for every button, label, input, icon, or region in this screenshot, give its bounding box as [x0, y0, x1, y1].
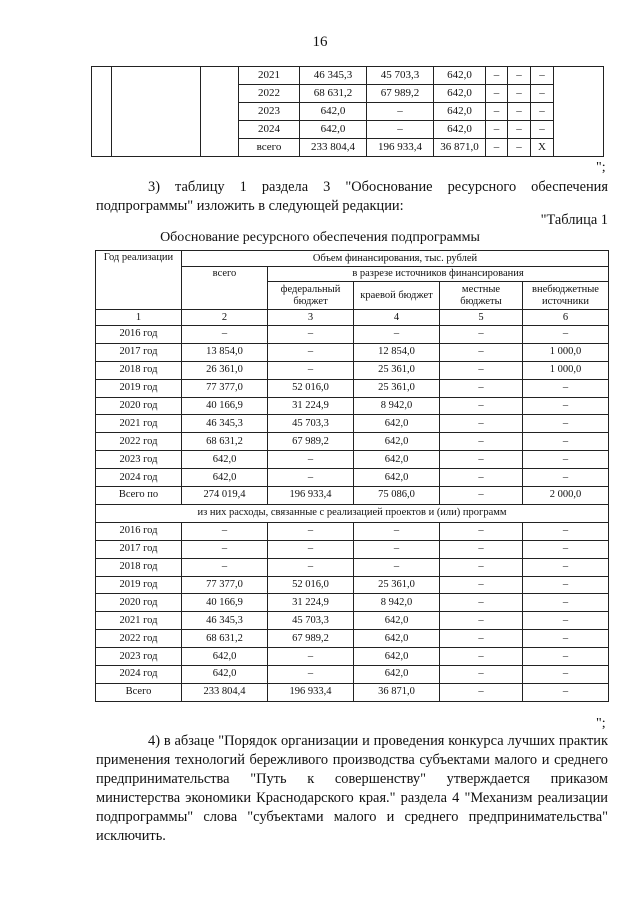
table-cell: – [523, 683, 609, 701]
table-cell: – [440, 451, 523, 469]
table-cell: 52 016,0 [268, 576, 354, 594]
header-total: всего [182, 267, 268, 310]
resource-table [95, 250, 609, 702]
table-cell: – [523, 397, 609, 415]
table-cell: – [440, 630, 523, 648]
table-cell: 36 871,0 [354, 683, 440, 701]
table-cell: – [354, 522, 440, 540]
table-cell: – [523, 540, 609, 558]
table-cell: 2016 год [96, 522, 182, 540]
table-cell: – [440, 648, 523, 666]
header-volume: Объем финансирования, тыс. рублей [182, 251, 609, 267]
table-cell: 31 224,9 [268, 397, 354, 415]
table-cell: – [354, 326, 440, 344]
table-cell: 642,0 [182, 648, 268, 666]
table-cell: 2023 год [96, 648, 182, 666]
table-cell: 25 361,0 [354, 379, 440, 397]
empty-cell [554, 67, 604, 157]
table-cell: – [268, 326, 354, 344]
table-cell: – [367, 121, 434, 139]
table-cell: Всего по [96, 487, 182, 505]
table-cell: – [182, 558, 268, 576]
table-row [96, 379, 609, 397]
table-cell: – [182, 326, 268, 344]
table-cell: – [523, 594, 609, 612]
table-cell: – [268, 451, 354, 469]
table-row [96, 666, 609, 684]
table-cell: – [440, 540, 523, 558]
table-cell: 31 224,9 [268, 594, 354, 612]
table-cell: – [440, 522, 523, 540]
table-cell: – [440, 433, 523, 451]
table-cell: – [367, 103, 434, 121]
table-cell: – [440, 666, 523, 684]
table-cell: 196 933,4 [268, 487, 354, 505]
table-cell: 75 086,0 [354, 487, 440, 505]
table-cell: 642,0 [300, 103, 367, 121]
table-cell: – [523, 648, 609, 666]
table-cell: – [531, 85, 554, 103]
table-cell: 233 804,4 [300, 139, 367, 157]
table-cell: – [440, 415, 523, 433]
table-cell: 2023 [239, 103, 300, 121]
table-cell: – [523, 630, 609, 648]
table-cell: 2017 год [96, 540, 182, 558]
table-cell: – [508, 103, 531, 121]
table-cell: – [531, 67, 554, 85]
table-cell: 2019 год [96, 379, 182, 397]
table-cell: 8 942,0 [354, 397, 440, 415]
header-extra: внебюджетные источники [523, 282, 609, 310]
table-row [96, 361, 609, 379]
table-cell: 2022 год [96, 433, 182, 451]
table-cell: – [440, 361, 523, 379]
table-row [96, 576, 609, 594]
table-row [96, 397, 609, 415]
table-title: Обоснование ресурсного обеспечения подпрограммы [160, 230, 480, 245]
table-cell: 642,0 [354, 451, 440, 469]
header-year: Год реализации [96, 251, 182, 310]
page-number: 16 [312, 34, 328, 50]
table-row [96, 558, 609, 576]
table-cell: 36 871,0 [434, 139, 486, 157]
section-label: из них расходы, связанные с реализацией проектов и (или) программ [96, 504, 609, 522]
table-cell: – [440, 683, 523, 701]
table-cell: 2023 год [96, 451, 182, 469]
table-cell: 1 000,0 [523, 343, 609, 361]
table-cell: – [523, 576, 609, 594]
table-cell: – [486, 139, 508, 157]
table-cell: – [523, 612, 609, 630]
table-row [96, 594, 609, 612]
table-cell: 40 166,9 [182, 594, 268, 612]
table-cell: 642,0 [354, 415, 440, 433]
table-cell: Всего [96, 683, 182, 701]
empty-cell [201, 67, 239, 157]
table-row [96, 540, 609, 558]
table-cell: 1 000,0 [523, 361, 609, 379]
table-cell: 642,0 [434, 103, 486, 121]
table-cell: 642,0 [354, 612, 440, 630]
table-cell: 8 942,0 [354, 594, 440, 612]
table-cell: – [523, 469, 609, 487]
table-cell: – [523, 326, 609, 344]
table-cell: – [268, 343, 354, 361]
table-cell: 2024 год [96, 666, 182, 684]
table-cell: – [268, 522, 354, 540]
table-cell: – [523, 666, 609, 684]
table-row [96, 522, 609, 540]
table-cell: – [440, 487, 523, 505]
table-cell: 45 703,3 [268, 415, 354, 433]
table-cell: 40 166,9 [182, 397, 268, 415]
table-cell: – [440, 397, 523, 415]
table-cell: 642,0 [354, 469, 440, 487]
header-by-source: в разрезе источников финансирования [268, 267, 609, 282]
table-cell: 642,0 [354, 433, 440, 451]
table-cell: 77 377,0 [182, 379, 268, 397]
table-cell: 25 361,0 [354, 361, 440, 379]
table-cell: 642,0 [354, 630, 440, 648]
table-cell: 642,0 [434, 67, 486, 85]
table-cell: 77 377,0 [182, 576, 268, 594]
table-cell: – [508, 67, 531, 85]
table-cell: – [268, 666, 354, 684]
table-cell: 67 989,2 [268, 630, 354, 648]
table-cell: – [440, 469, 523, 487]
table-cell: 233 804,4 [182, 683, 268, 701]
table-cell: 642,0 [182, 469, 268, 487]
table-cell: – [486, 85, 508, 103]
table-row [96, 451, 609, 469]
table-cell: 68 631,2 [182, 630, 268, 648]
table-cell: – [486, 121, 508, 139]
table-cell: 2021 год [96, 415, 182, 433]
table-cell: 642,0 [182, 666, 268, 684]
column-number: 1 [96, 310, 182, 326]
table-cell: 2021 [239, 67, 300, 85]
table-cell: 2018 год [96, 361, 182, 379]
table-cell: – [268, 469, 354, 487]
table-cell: всего [239, 139, 300, 157]
column-number: 3 [268, 310, 354, 326]
table-cell: 46 345,3 [182, 415, 268, 433]
table-row [96, 612, 609, 630]
table-cell: – [268, 558, 354, 576]
closing-quote: "; [596, 160, 606, 175]
table-cell: – [440, 594, 523, 612]
table-cell: – [531, 121, 554, 139]
paragraph-3: 3) таблицу 1 раздела 3 "Обоснование ресурсного обеспечения подпрограммы" изложить в следующей редакции: [96, 179, 608, 214]
empty-cell [92, 67, 112, 157]
table-cell: – [523, 379, 609, 397]
table-cell: 2020 год [96, 594, 182, 612]
table-cell: – [523, 433, 609, 451]
table-cell: 2017 год [96, 343, 182, 361]
continued-table [91, 66, 604, 157]
table-row [96, 326, 609, 344]
paragraph-4: 4) в абзаце "Порядок организации и проведения конкурса лучших практик применения технологий бережливого производства субъектами малого и среднего предпринимательства "Путь к совершенству" утверждается приказом министерства экономики Краснодарского края." раздела 4 "Механизм реализации подпрограммы" слова "субъектами малого и среднего предпринимательства" исключить. [96, 733, 608, 844]
table-cell: Х [531, 139, 554, 157]
section-row [96, 504, 609, 522]
table-cell: 46 345,3 [300, 67, 367, 85]
table-cell: – [523, 522, 609, 540]
table-cell: 2021 год [96, 612, 182, 630]
table-cell: 2 000,0 [523, 487, 609, 505]
table-cell: 13 854,0 [182, 343, 268, 361]
table-cell: 642,0 [300, 121, 367, 139]
table-cell: 196 933,4 [367, 139, 434, 157]
table-cell: 642,0 [354, 648, 440, 666]
table-cell: – [440, 576, 523, 594]
table-cell: 26 361,0 [182, 361, 268, 379]
table-row [96, 630, 609, 648]
table-row [96, 343, 609, 361]
table-cell: 52 016,0 [268, 379, 354, 397]
column-numbers-row [96, 310, 609, 326]
table-row [96, 433, 609, 451]
table-cell: – [440, 558, 523, 576]
table-cell: – [182, 522, 268, 540]
table-cell: 642,0 [434, 85, 486, 103]
table-cell: 274 019,4 [182, 487, 268, 505]
table-row [96, 415, 609, 433]
table-cell: – [440, 612, 523, 630]
table-cell: 67 989,2 [268, 433, 354, 451]
header-local: местные бюджеты [440, 282, 523, 310]
table-row [92, 67, 604, 85]
table-cell: 45 703,3 [367, 67, 434, 85]
column-number: 2 [182, 310, 268, 326]
table-label: "Таблица 1 [540, 212, 608, 228]
table-cell: 2020 год [96, 397, 182, 415]
table-cell: – [531, 103, 554, 121]
column-number: 4 [354, 310, 440, 326]
column-number: 5 [440, 310, 523, 326]
column-number: 6 [523, 310, 609, 326]
table-cell: – [523, 451, 609, 469]
table-cell: 2016 год [96, 326, 182, 344]
table-cell: 642,0 [182, 451, 268, 469]
table-cell: 45 703,3 [268, 612, 354, 630]
table-cell: 2022 [239, 85, 300, 103]
closing-quote: "; [596, 716, 606, 731]
table-cell: 68 631,2 [182, 433, 268, 451]
table-row [96, 683, 609, 701]
table-cell: 196 933,4 [268, 683, 354, 701]
table-cell: – [508, 139, 531, 157]
table-row [96, 648, 609, 666]
table-cell: – [486, 67, 508, 85]
table-cell: – [182, 540, 268, 558]
table-cell: – [440, 343, 523, 361]
table-cell: 25 361,0 [354, 576, 440, 594]
table-cell: 67 989,2 [367, 85, 434, 103]
table-cell: 2024 [239, 121, 300, 139]
table-cell: 2019 год [96, 576, 182, 594]
table-cell: – [508, 121, 531, 139]
table-cell: – [523, 558, 609, 576]
header-regional: краевой бюджет [354, 282, 440, 310]
table-cell: – [268, 540, 354, 558]
table-cell: – [486, 103, 508, 121]
table-cell: 2022 год [96, 630, 182, 648]
table-cell: – [354, 558, 440, 576]
table-cell: – [268, 648, 354, 666]
table-cell: 68 631,2 [300, 85, 367, 103]
table-row [96, 487, 609, 505]
table-cell: – [354, 540, 440, 558]
table-cell: 12 854,0 [354, 343, 440, 361]
table-cell: 46 345,3 [182, 612, 268, 630]
empty-cell [112, 67, 201, 157]
header-federal: федеральный бюджет [268, 282, 354, 310]
table-cell: 642,0 [354, 666, 440, 684]
table-cell: – [523, 415, 609, 433]
table-cell: – [440, 326, 523, 344]
table-row [96, 469, 609, 487]
table-cell: 2018 год [96, 558, 182, 576]
table-cell: – [440, 379, 523, 397]
table-cell: 2024 год [96, 469, 182, 487]
table-cell: 642,0 [434, 121, 486, 139]
table-cell: – [508, 85, 531, 103]
table-cell: – [268, 361, 354, 379]
